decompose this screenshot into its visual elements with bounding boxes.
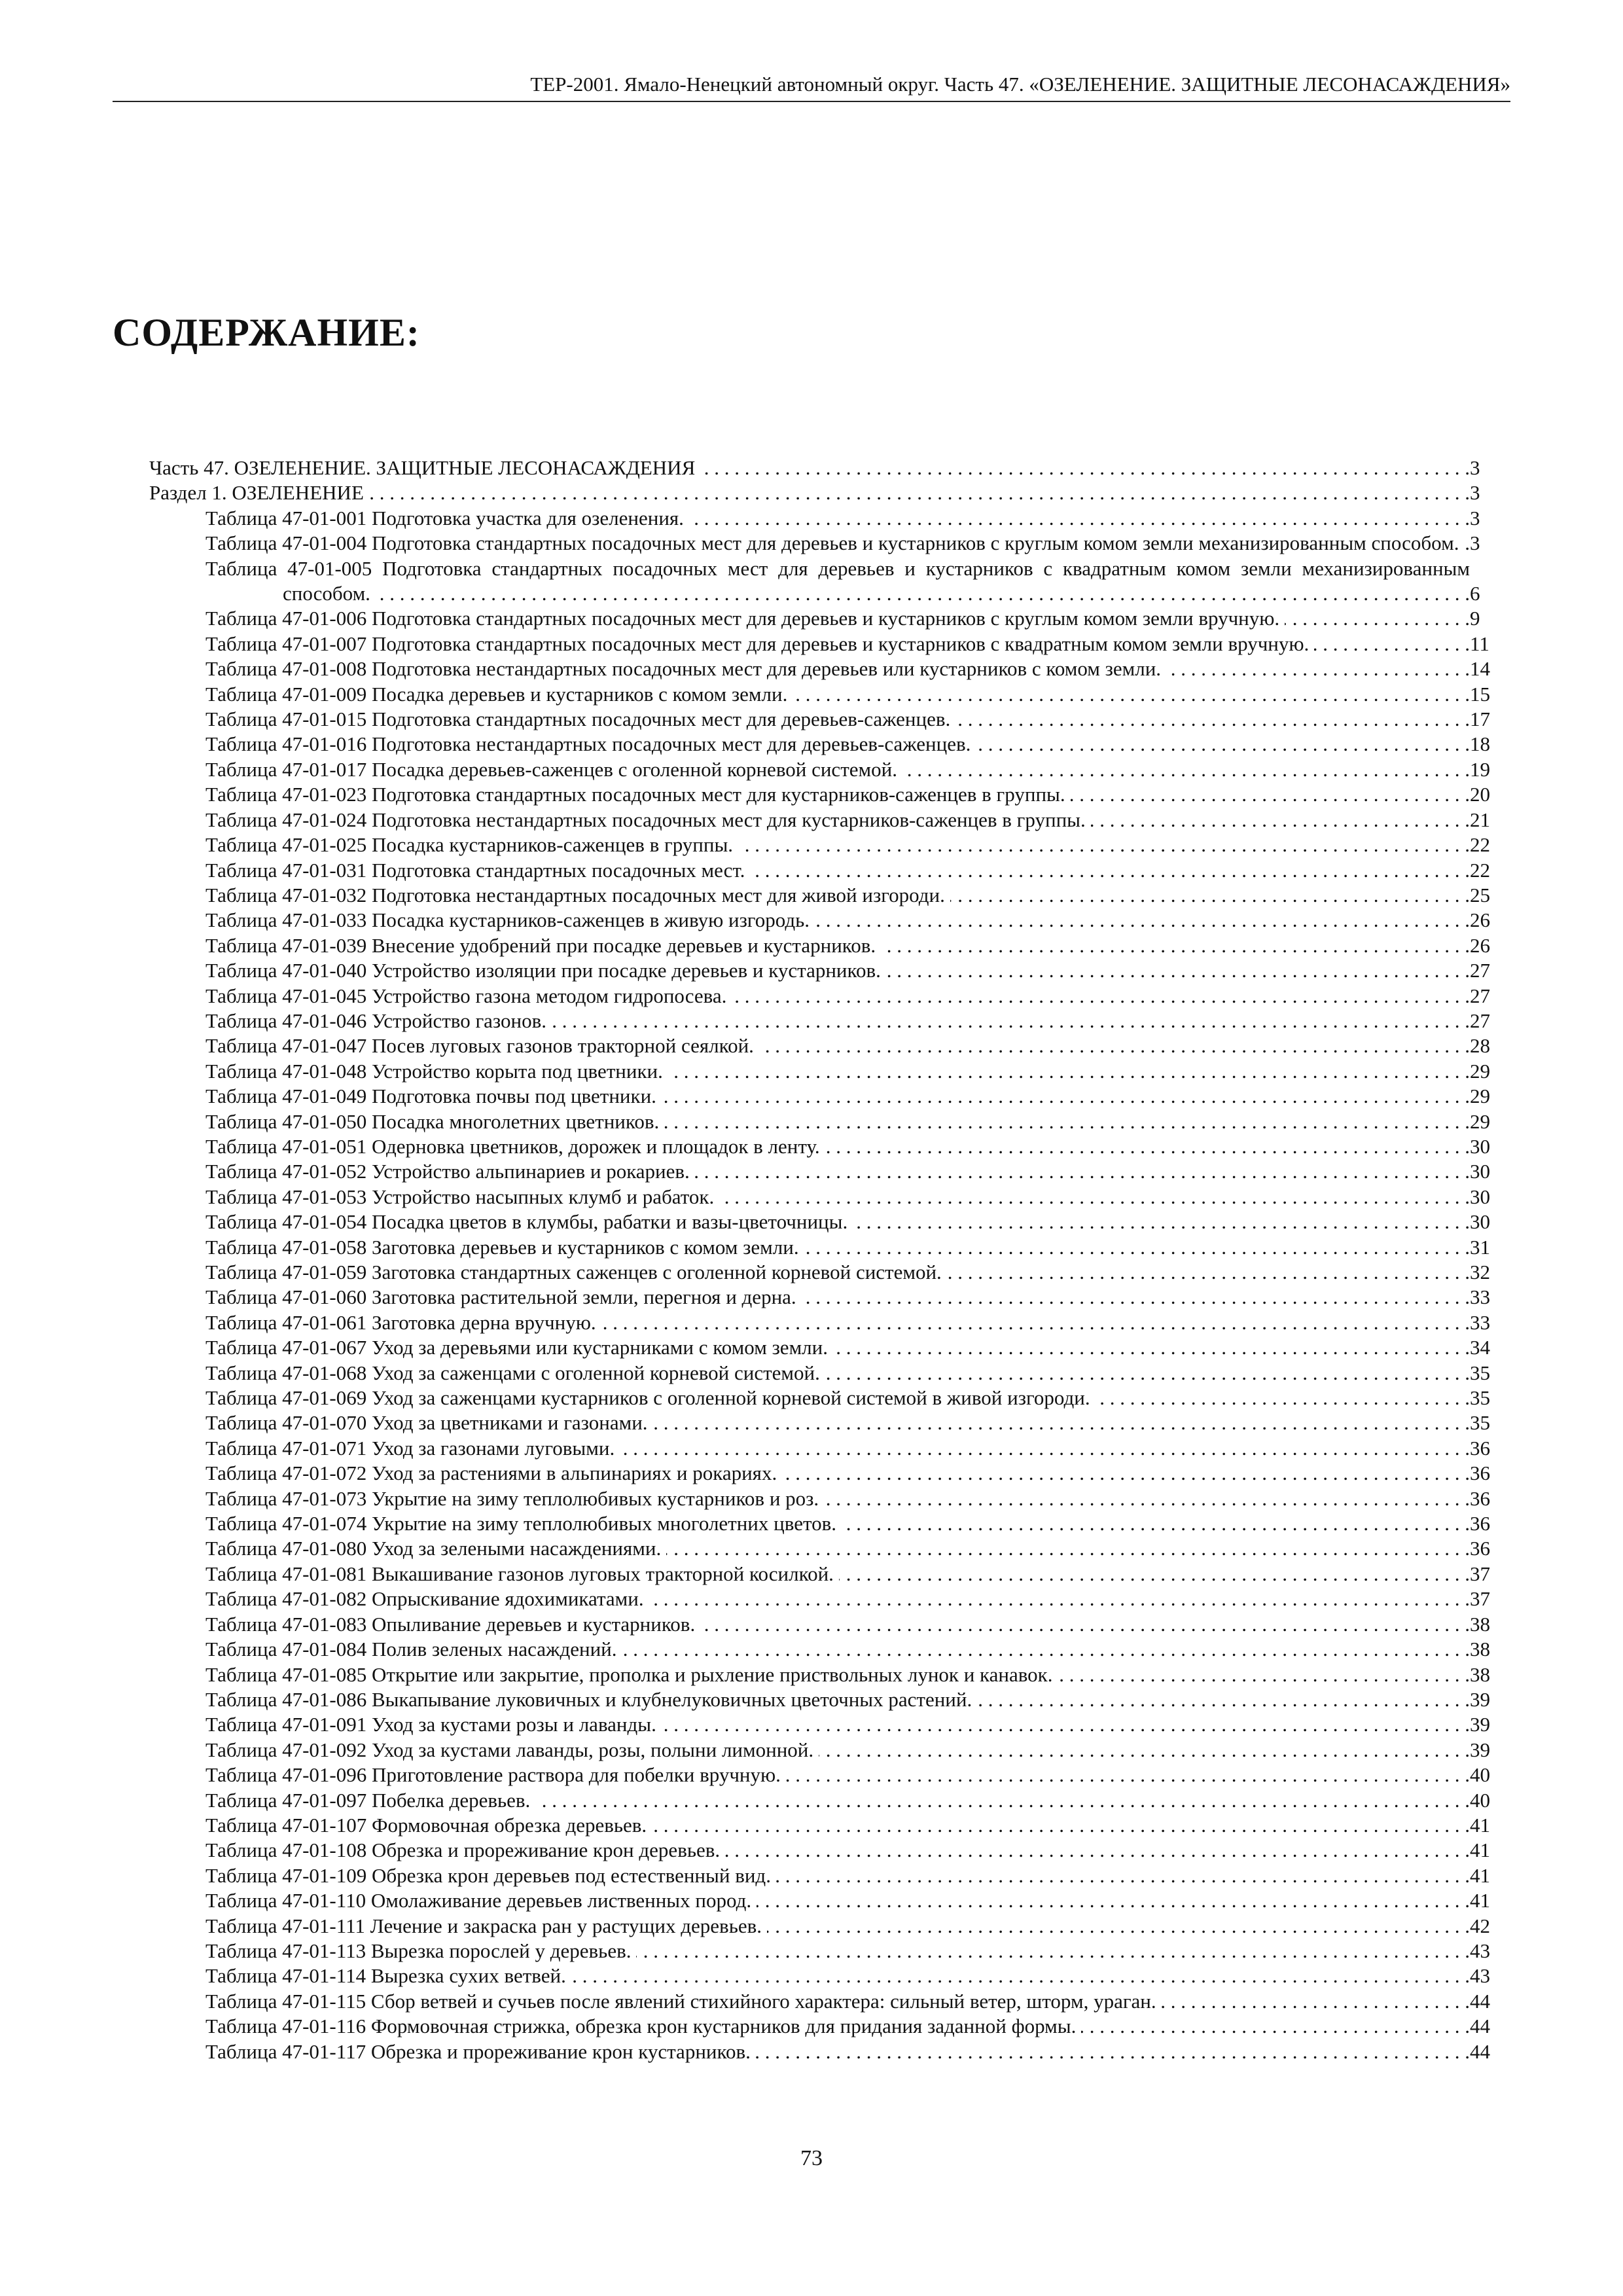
toc-entry[interactable] [149,1662,1524,1687]
toc-entry-page: 37 [1470,1562,1524,1587]
toc-entry[interactable] [149,1788,1524,1813]
toc-entry-title: Таблица 47-01-073 Укрытие на зиму теплолюбивых кустарников и роз. [205,1487,824,1510]
toc-entry-title: Таблица 47-01-111 Лечение и закраска ран у растущих деревьев. [205,1914,767,1937]
toc-entry-page: 26 [1470,908,1524,933]
toc-entry-page: 37 [1470,1587,1524,1611]
toc-entry-title: Таблица 47-01-007 Подготовка стандартных посадочных мест для деревьев и кустарников с квадратным комом земли вручную. [205,632,1314,655]
toc-entry-title: Таблица 47-01-025 Посадка кустарников-саженцев в группы. [205,833,738,856]
toc-entry-page: 6 [1470,581,1524,606]
toc-entry-title: Таблица 47-01-046 Устройство газонов. [205,1009,552,1032]
toc-entry-page: 41 [1470,1813,1524,1838]
toc-entry-page: 11 [1470,632,1524,656]
toc-entry[interactable] [149,2039,1524,2064]
running-header-text: ТЕР-2001. Ямало-Ненецкий автономный округ. Часть 47. «ОЗЕЛЕНЕНИЕ. ЗАЩИТНЫЕ ЛЕСОНАСАЖДЕНИЯ» [530,73,1510,96]
toc-entry-title: Таблица 47-01-097 Побелка деревьев. [205,1789,535,1812]
toc-entry-title: Таблица 47-01-009 Посадка деревьев и кустарников с комом земли. [205,683,793,706]
toc-entry[interactable] [149,1461,1524,1486]
toc-entry-title: Таблица 47-01-051 Одерновка цветников, дорожек и площадок в ленту. [205,1135,825,1158]
toc-entry-title: Таблица 47-01-116 Формовочная стрижка, обрезка крон кустарников для придания заданной формы. [205,2015,1081,2037]
toc-entry[interactable] [149,833,1524,857]
toc-entry-title: Таблица 47-01-110 Омолаживание деревьев лиственных пород. [205,1889,757,1912]
toc-entry-page: 41 [1470,1888,1524,1913]
toc-entry[interactable] [149,908,1524,933]
toc-entry-page: 33 [1470,1285,1524,1310]
toc-entry[interactable] [149,1210,1524,1234]
toc-entry-page: 32 [1470,1260,1524,1285]
toc-entry-page: 35 [1470,1410,1524,1435]
toc-entry[interactable] [149,858,1524,883]
toc-entry-page: 44 [1470,1989,1524,2014]
toc-entry[interactable] [149,782,1524,807]
toc-entry[interactable] [149,1134,1524,1159]
toc-entry-title: Таблица 47-01-001 Подготовка участка для озеленения. [205,507,689,529]
toc-entry-page: 28 [1470,1033,1524,1058]
toc-entry-title: Таблица 47-01-015 Подготовка стандартных посадочных мест для деревьев-саженцев. [205,708,955,730]
toc-entry-title: Таблица 47-01-006 Подготовка стандартных посадочных мест для деревьев и кустарников с круглым комом земли вручную. [205,607,1285,630]
toc-entry[interactable] [149,2014,1524,2039]
toc-entry[interactable] [149,456,1524,480]
toc-entry-page: 42 [1470,1914,1524,1939]
toc-entry-page: 39 [1470,1712,1524,1737]
toc-entry[interactable] [149,757,1524,782]
toc-entry[interactable] [149,1436,1524,1461]
toc-entry[interactable] [149,656,1524,681]
toc-entry-title: Раздел 1. ОЗЕЛЕНЕНИЕ [149,481,369,504]
toc-entry-title: Таблица 47-01-080 Уход за зелеными насаждениями. [205,1537,666,1560]
toc-entry-title: Таблица 47-01-092 Уход за кустами лаванды, розы, полыни лимонной. [205,1738,819,1761]
toc-entry-page: 38 [1470,1662,1524,1687]
toc-entry-title: Таблица 47-01-113 Вырезка порослей у деревьев. [205,1939,636,1962]
toc-entry-title: Таблица 47-01-070 Уход за цветниками и газонами. [205,1411,653,1434]
toc-entry-title: Таблица 47-01-005 Подготовка стандартных посадочных мест для деревьев и кустарников с квадратным комом земли механизированным способом. [205,556,1470,605]
toc-entry-page: 44 [1470,2014,1524,2039]
toc-entry[interactable] [149,1185,1524,1210]
toc-entry-title: Таблица 47-01-082 Опрыскивание ядохимикатами. [205,1587,649,1610]
toc-entry-title: Таблица 47-01-114 Вырезка сухих ветвей. [205,1964,571,1987]
toc-entry-title: Таблица 47-01-083 Опыливание деревьев и кустарников. [205,1613,700,1636]
toc-entry[interactable] [149,1536,1524,1561]
toc-entry-title: Таблица 47-01-096 Приготовление раствора для побелки вручную. [205,1763,786,1786]
toc-entry-title: Таблица 47-01-008 Подготовка нестандартных посадочных мест для деревьев или кустарников с комом земли. [205,657,1166,680]
toc-entry-page: 43 [1470,1939,1524,1964]
toc-entry[interactable] [149,1587,1524,1611]
toc-entry[interactable] [149,1109,1524,1134]
toc-entry-title: Таблица 47-01-069 Уход за саженцами кустарников с оголенной корневой системой в живой изгороди. [205,1386,1096,1409]
toc-entry-title: Таблица 47-01-031 Подготовка стандартных посадочных мест. [205,859,750,882]
toc-entry-page: 29 [1470,1109,1524,1134]
toc-entry-title: Таблица 47-01-048 Устройство корыта под цветники. [205,1060,668,1083]
toc-entry-title: Таблица 47-01-086 Выкапывание луковичных и клубнелуковичных цветочных растений. [205,1688,977,1711]
toc-entry-title: Таблица 47-01-004 Подготовка стандартных посадочных мест для деревьев и кустарников с круглым комом земли механизированным способом. [205,531,1464,554]
toc-entry-title: Таблица 47-01-067 Уход за деревьями или кустарниками с комом земли. [205,1336,833,1359]
toc-entry[interactable] [149,1285,1524,1310]
toc-entry-title: Таблица 47-01-017 Посадка деревьев-саженцев с оголенной корневой системой. [205,758,902,781]
toc-entry[interactable] [149,1989,1524,2014]
toc-entry-page: 38 [1470,1637,1524,1662]
toc-entry-page: 3 [1470,480,1524,505]
toc-entry-title: Таблица 47-01-052 Устройство альпинариев и рокариев. [205,1160,695,1183]
toc-entry-page: 39 [1470,1738,1524,1763]
toc-entry[interactable] [149,1562,1524,1587]
toc-entry[interactable] [149,1486,1524,1511]
toc-entry-title: Таблица 47-01-023 Подготовка стандартных посадочных мест для кустарников-саженцев в группы. [205,783,1071,806]
toc-entry-title: Таблица 47-01-117 Обрезка и прореживание крон кустарников. [205,2040,756,2063]
toc-entry-title: Таблица 47-01-054 Посадка цветов в клумбы, рабатки и вазы-цветочницы. [205,1210,853,1233]
toc-entry-page: 19 [1470,757,1524,782]
toc-entry[interactable] [149,1863,1524,1888]
toc-entry-page: 44 [1470,2039,1524,2064]
toc-entry[interactable] [149,480,1524,505]
toc-entry[interactable] [149,1260,1524,1285]
toc-entry[interactable] [149,984,1524,1009]
table-of-contents [149,456,1524,2064]
toc-entry-page: 36 [1470,1511,1524,1536]
toc-entry-title: Часть 47. ОЗЕЛЕНЕНИЕ. ЗАЩИТНЫЕ ЛЕСОНАСАЖДЕНИЯ [149,456,700,479]
toc-entry-title: Таблица 47-01-033 Посадка кустарников-саженцев в живую изгородь. [205,908,815,931]
toc-entry[interactable] [149,1612,1524,1637]
toc-entry-page: 33 [1470,1310,1524,1335]
toc-entry-title: Таблица 47-01-039 Внесение удобрений при посадке деревьев и кустарников. [205,934,881,957]
page-number: 73 [800,2146,823,2170]
toc-entry-page: 3 [1470,456,1524,480]
toc-entry[interactable] [149,1738,1524,1763]
toc-entry-page: 27 [1470,1009,1524,1033]
toc-entry-title: Таблица 47-01-016 Подготовка нестандартных посадочных мест для деревьев-саженцев. [205,732,976,755]
toc-entry-title: Таблица 47-01-059 Заготовка стандартных саженцев с оголенной корневой системой. [205,1261,947,1283]
toc-entry-title: Таблица 47-01-060 Заготовка растительной земли, перегноя и дерна. [205,1285,802,1308]
toc-entry-title: Таблица 47-01-061 Заготовка дерна вручную. [205,1311,601,1334]
toc-entry-page: 27 [1470,958,1524,983]
toc-entry-title: Таблица 47-01-049 Подготовка почвы под цветники. [205,1085,662,1107]
toc-entry-page: 21 [1470,808,1524,833]
toc-entry[interactable] [149,1084,1524,1109]
toc-entry-title: Таблица 47-01-084 Полив зеленых насаждений. [205,1638,622,1660]
toc-entry-title: Таблица 47-01-109 Обрезка крон деревьев под естественный вид. [205,1864,776,1887]
toc-entry-page: 29 [1470,1084,1524,1109]
toc-entry-title: Таблица 47-01-071 Уход за газонами луговыми. [205,1437,620,1460]
toc-entry-page: 30 [1470,1159,1524,1184]
toc-entry[interactable] [149,808,1524,833]
toc-entry-title: Таблица 47-01-074 Укрытие на зиму теплолюбивых многолетних цветов. [205,1512,842,1535]
toc-entry-title: Таблица 47-01-108 Обрезка и прореживание крон деревьев. [205,1839,725,1861]
toc-entry[interactable] [149,632,1524,656]
toc-entry-title: Таблица 47-01-032 Подготовка нестандартных посадочных мест для живой изгороди. [205,884,950,906]
toc-entry-page: 40 [1470,1788,1524,1813]
toc-entry-title: Таблица 47-01-068 Уход за саженцами с оголенной корневой системой. [205,1361,825,1384]
toc-entry[interactable] [149,556,1524,607]
toc-entry-page: 40 [1470,1763,1524,1787]
toc-entry-page: 43 [1470,1964,1524,1988]
toc-entry-page: 17 [1470,707,1524,732]
toc-entry[interactable] [149,1511,1524,1536]
toc-entry-title: Таблица 47-01-085 Открытие или закрытие, прополка и рыхление приствольных лунок и канавок. [205,1663,1058,1686]
toc-entry[interactable] [149,1361,1524,1386]
toc-entry[interactable] [149,1838,1524,1863]
toc-entry-title: Таблица 47-01-072 Уход за растениями в альпинариях и рокариях. [205,1462,782,1484]
toc-entry[interactable] [149,682,1524,707]
toc-entry[interactable] [149,1712,1524,1737]
toc-entry-page: 41 [1470,1863,1524,1888]
toc-entry[interactable] [149,1410,1524,1435]
toc-entry[interactable] [149,506,1524,531]
toc-entry[interactable] [149,1888,1524,1913]
toc-entry-page: 31 [1470,1235,1524,1260]
toc-entry-page: 9 [1470,606,1524,631]
toc-entry-page: 15 [1470,682,1524,707]
toc-entry[interactable] [149,1914,1524,1939]
toc-entry[interactable] [149,1964,1524,1988]
toc-entry-page: 36 [1470,1536,1524,1561]
toc-entry[interactable] [149,1813,1524,1838]
toc-entry[interactable] [149,1009,1524,1033]
toc-entry[interactable] [149,1939,1524,1964]
toc-entry-title: Таблица 47-01-040 Устройство изоляции при посадке деревьев и кустарников. [205,959,886,982]
toc-entry-page: 30 [1470,1134,1524,1159]
toc-entry-page: 26 [1470,933,1524,958]
toc-entry-page: 29 [1470,1059,1524,1084]
toc-entry-title: Таблица 47-01-053 Устройство насыпных клумб и рабаток. [205,1185,719,1208]
toc-entry-page: 36 [1470,1461,1524,1486]
toc-entry[interactable] [149,1033,1524,1058]
toc-entry-page: 3 [1470,506,1524,531]
toc-entry[interactable] [149,531,1524,556]
toc-entry-page: 36 [1470,1436,1524,1461]
toc-entry[interactable] [149,1763,1524,1787]
toc-entry-page: 41 [1470,1838,1524,1863]
toc-entry-title: Таблица 47-01-047 Посев луговых газонов тракторной сеялкой. [205,1034,759,1057]
toc-entry[interactable] [149,1335,1524,1360]
toc-entry-page: 22 [1470,833,1524,857]
toc-entry-page: 20 [1470,782,1524,807]
toc-entry[interactable] [149,1159,1524,1184]
toc-entry-page: 14 [1470,656,1524,681]
toc-entry-page: 39 [1470,1687,1524,1712]
toc-entry[interactable] [149,1235,1524,1260]
toc-entry-page: 27 [1470,984,1524,1009]
toc-entry-page: 22 [1470,858,1524,883]
toc-entry-title: Таблица 47-01-058 Заготовка деревьев и кустарников с комом земли. [205,1236,804,1259]
toc-entry-title: Таблица 47-01-050 Посадка многолетних цветников. [205,1110,664,1133]
toc-entry-title: Таблица 47-01-081 Выкашивание газонов луговых тракторной косилкой. [205,1562,839,1585]
toc-entry[interactable] [149,732,1524,757]
toc-entry-title: Таблица 47-01-045 Устройство газона методом гидропосева. [205,984,732,1007]
toc-title: СОДЕРЖАНИЕ: [113,311,420,354]
toc-entry[interactable] [149,883,1524,908]
toc-entry[interactable] [149,1059,1524,1084]
toc-entry-page: 18 [1470,732,1524,757]
toc-entry-page: 38 [1470,1612,1524,1637]
toc-entry[interactable] [149,1386,1524,1410]
toc-entry[interactable] [149,1310,1524,1335]
toc-entry-title: Таблица 47-01-115 Сбор ветвей и сучьев после явлений стихийного характера: сильный ветер, шторм, ураган. [205,1990,1162,2013]
toc-entry[interactable] [149,1687,1524,1712]
toc-entry[interactable] [149,933,1524,958]
toc-entry-title: Таблица 47-01-024 Подготовка нестандартных посадочных мест для кустарников-саженцев в группы. [205,808,1091,831]
toc-entry-page: 36 [1470,1486,1524,1511]
toc-entry-page: 34 [1470,1335,1524,1360]
running-header [113,69,1510,102]
toc-entry[interactable] [149,1637,1524,1662]
toc-entry-page: 30 [1470,1210,1524,1234]
toc-entry-title: Таблица 47-01-091 Уход за кустами розы и лаванды. [205,1713,662,1736]
toc-entry-page: 25 [1470,883,1524,908]
toc-entry-title: Таблица 47-01-107 Формовочная обрезка деревьев. [205,1814,652,1837]
toc-entry[interactable] [149,958,1524,983]
toc-entry[interactable] [149,707,1524,732]
toc-entry-page: 35 [1470,1386,1524,1410]
toc-entry[interactable] [149,606,1524,631]
toc-entry-page: 30 [1470,1185,1524,1210]
toc-entry-page: 35 [1470,1361,1524,1386]
toc-entry-page: 3 [1470,531,1524,556]
